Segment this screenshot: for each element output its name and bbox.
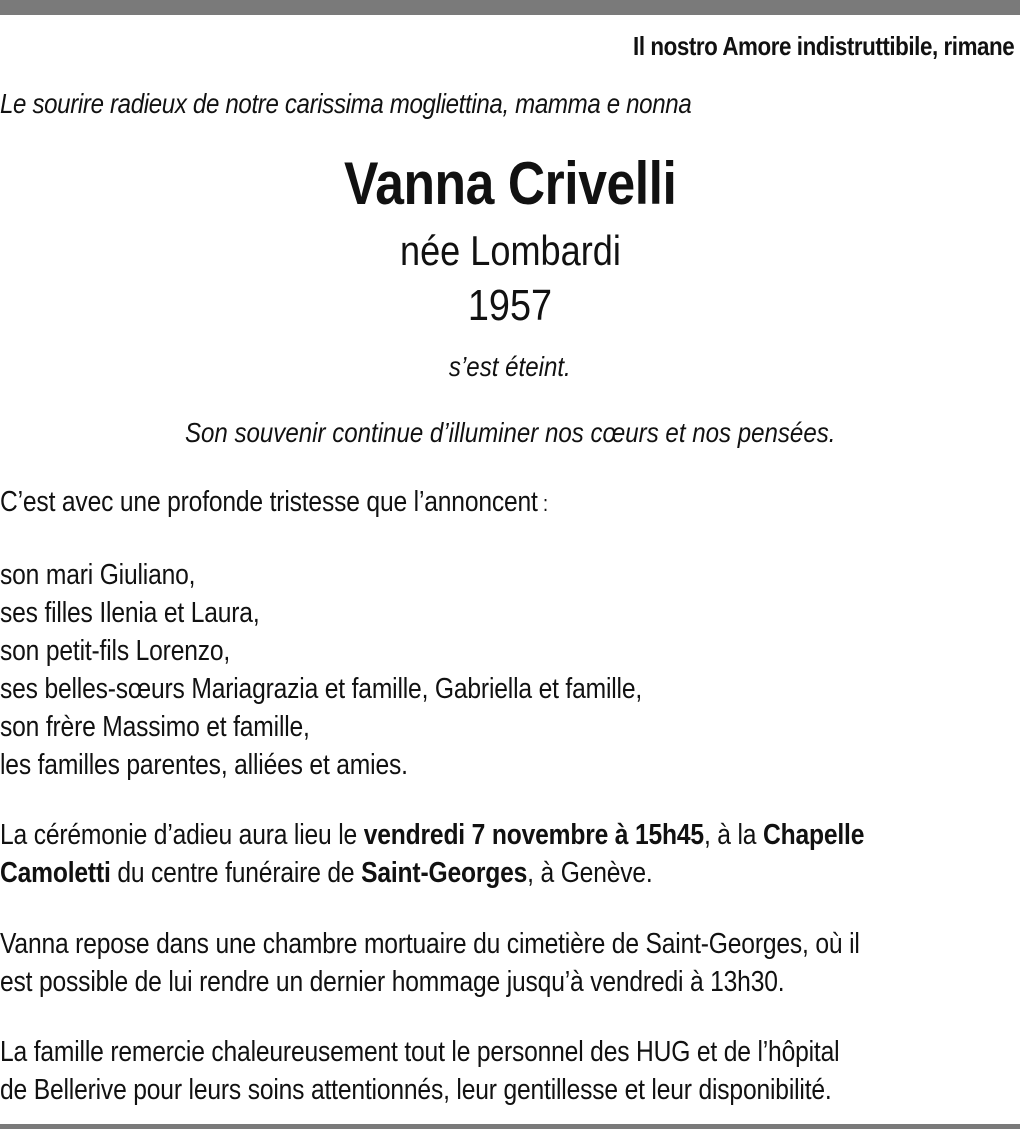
ceremony-paragraph <box>0 816 1020 892</box>
announcement-paragraph <box>0 483 1020 523</box>
ceremony-chapel-1: Chapelle <box>762 819 865 851</box>
deceased-name <box>0 149 1020 218</box>
family-list <box>0 556 1020 784</box>
family-member-line: les familles parentes, alliées et amies. <box>0 749 408 781</box>
family-member-line: son mari Giuliano, <box>0 559 196 591</box>
deceased-name-text: Vanna Crivelli <box>343 150 677 217</box>
announcement-lead: C’est avec une profonde tristesse que l’annoncent <box>0 486 538 518</box>
viewing-line-2: est possible de lui rendre un dernier hommage jusqu’à vendredi à 13h30. <box>0 966 785 998</box>
ceremony-text-1: La cérémonie d’adieu aura lieu le <box>0 819 364 851</box>
top-rule <box>0 0 1020 15</box>
family-member-line: son petit-fils Lorenzo, <box>0 635 231 667</box>
ceremony-date-time: vendredi 7 novembre à 15h45 <box>363 819 704 851</box>
family-member-line: ses belles-sœurs Mariagrazia et famille, Gabriella et famille, <box>0 673 643 705</box>
thanks-paragraph <box>0 1033 1020 1109</box>
announcement-colon: : <box>537 491 548 516</box>
intro-line: Le sourire radieux de notre carissima mogliettina, mamma e nonna <box>0 88 692 119</box>
family-member-line: son frère Massimo et famille, <box>0 711 310 743</box>
passed-away-text: s’est éteint. <box>449 351 571 382</box>
thanks-line-1: La famille remercie chaleureusement tout le personnel des HUG et de l’hôpital <box>0 1036 840 1068</box>
memory-line <box>0 417 1020 449</box>
ceremony-line-1 <box>0 816 1020 854</box>
passed-away-line <box>0 351 1020 383</box>
bottom-rule <box>0 1124 1020 1129</box>
ceremony-place: Saint-Georges <box>361 857 528 889</box>
viewing-paragraph <box>0 925 1020 1001</box>
ceremony-text-2: , à la <box>703 819 763 851</box>
maiden-name-text: née Lombardi <box>399 227 621 274</box>
birth-year-text: 1957 <box>467 281 553 330</box>
ceremony-line-2 <box>0 854 1020 892</box>
ceremony-chapel-2: Camoletti <box>0 857 111 889</box>
epigraph: Il nostro Amore indistruttibile, rimane <box>632 31 1014 61</box>
thanks-line-2: de Bellerive pour leurs soins attentionnés, leur gentillesse et leur disponibilité. <box>0 1074 832 1106</box>
ceremony-text-4: , à Genève. <box>527 857 653 889</box>
memory-text: Son souvenir continue d’illuminer nos cœurs et nos pensées. <box>184 417 836 448</box>
family-member-line: ses filles Ilenia et Laura, <box>0 597 260 629</box>
viewing-line-1: Vanna repose dans une chambre mortuaire du cimetière de Saint-Georges, où il <box>0 928 860 960</box>
maiden-name <box>0 227 1020 275</box>
ceremony-text-3: du centre funéraire de <box>110 857 362 889</box>
birth-year <box>0 281 1020 331</box>
